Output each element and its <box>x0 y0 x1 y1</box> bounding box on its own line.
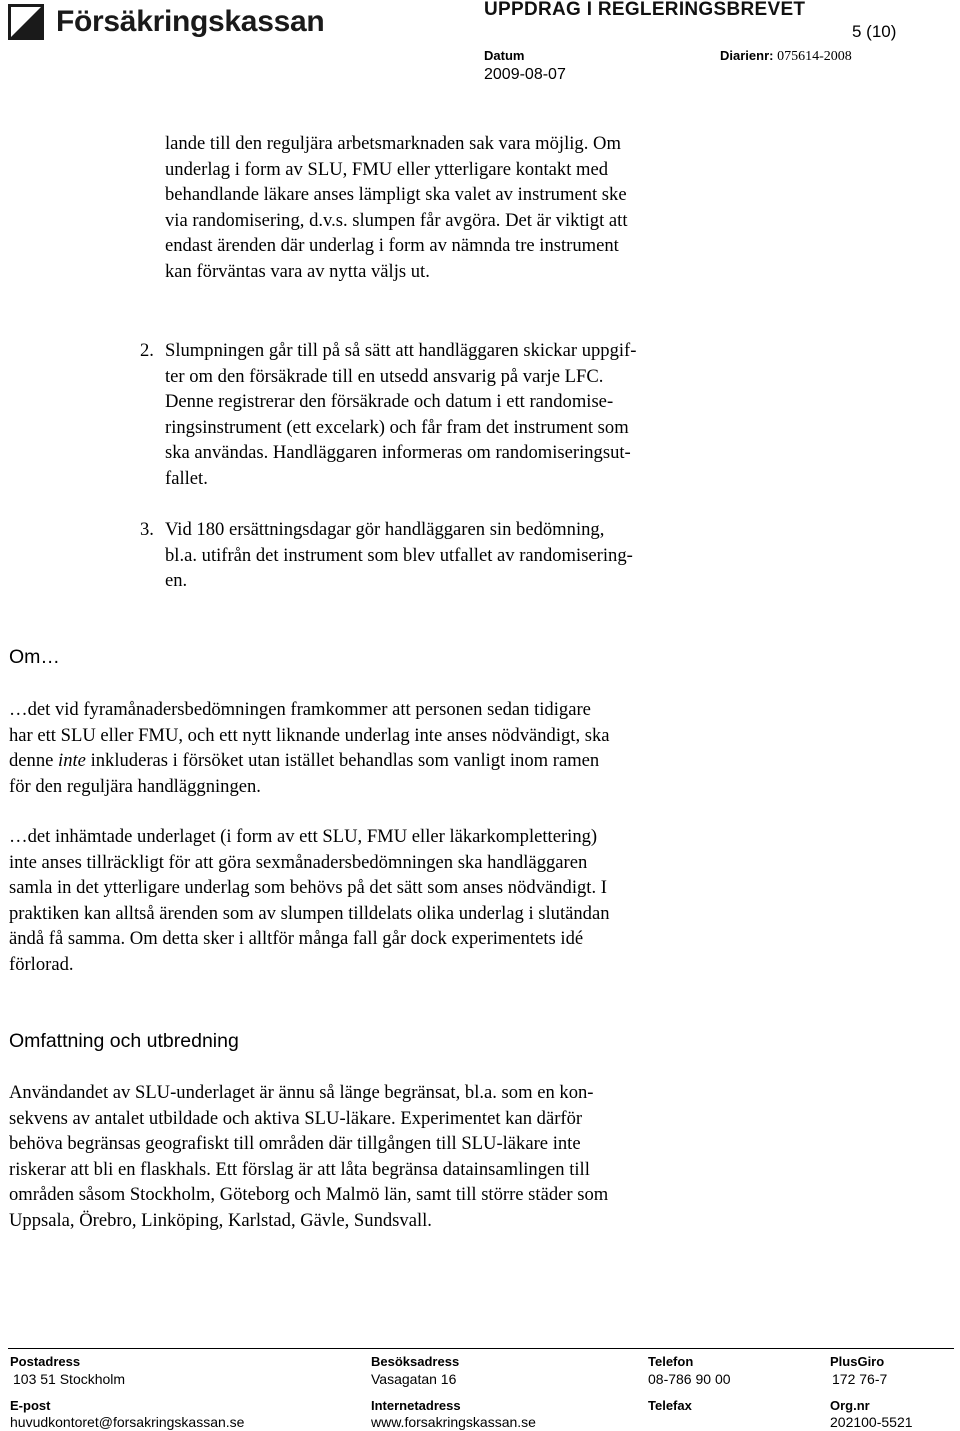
text-line: Denne registrerar den försäkrade och datum i ett randomise- <box>165 391 614 413</box>
text-line: via randomisering, d.v.s. slumpen får avgöra. Det är viktigt att <box>165 209 628 231</box>
list-item-number: 3. <box>140 519 154 540</box>
footer <box>8 1348 954 1430</box>
text-line: ändå få samma. Om detta sker i alltför många fall går dock experimentets idé <box>9 928 584 950</box>
text-line: lande till den reguljära arbetsmarknaden sak vara möjlig. Om <box>165 133 621 154</box>
date-label: Datum <box>484 48 525 63</box>
text-line <box>9 748 739 774</box>
page-number: 5 (10) <box>852 22 897 41</box>
date-value: 2009-08-07 <box>484 66 566 83</box>
intro-paragraph <box>165 131 745 285</box>
diarienr-value: 075614-2008 <box>777 49 852 64</box>
list-item-text <box>165 517 740 594</box>
diarienr <box>720 48 852 65</box>
text-line: samla in det ytterligare underlag som behövs på det sätt som anses nödvändigt. I <box>9 877 607 899</box>
logo <box>8 4 324 40</box>
text-line: en. <box>165 570 188 592</box>
text-line: sekvens av antalet utbildade och aktiva SLU-läkare. Experimentet kan därför <box>9 1107 583 1129</box>
om-heading: Om… <box>9 646 60 668</box>
logo-text: Försäkringskassan <box>56 5 325 38</box>
footer-besoksadress-label: Besöksadress <box>371 1354 460 1369</box>
text-line: ter om den försäkrade till en utsedd ansvarig på varje LFC. <box>165 365 604 387</box>
footer-telefon: 08-786 90 00 <box>648 1371 731 1387</box>
text-line: Uppsala, Örebro, Linköping, Karlstad, Gävle, Sundsvall. <box>9 1209 432 1231</box>
document-title: UPPDRAG I REGLERINGSBREVET <box>484 0 806 20</box>
text-line: endast ärenden där underlag i form av nämnda tre instrument <box>165 235 619 257</box>
text-segment: inkluderas i försöket utan istället behandlas som vanligt inom ramen <box>85 750 600 772</box>
diarienr-label: Diarienr: <box>720 48 774 63</box>
text-line: behandlande läkare anses lämpligt ska valet av instrument ske <box>165 184 627 206</box>
section-heading: Omfattning och utbredning <box>9 1030 239 1052</box>
text-line: Vid 180 ersättningsdagar gör handläggaren sin bedömning, <box>165 519 605 540</box>
list-item-text <box>165 338 740 492</box>
text-line: inte anses tillräckligt för att göra sexmånadersbedömningen ska handläggaren <box>9 851 588 873</box>
footer-internet[interactable]: www.forsakringskassan.se <box>371 1414 536 1430</box>
footer-orgnr: 202100-5521 <box>830 1414 913 1430</box>
footer-epost[interactable]: huvudkontoret@forsakringskassan.se <box>10 1414 245 1430</box>
emphasis-text: inte <box>58 750 86 772</box>
footer-epost-label: E-post <box>10 1398 51 1413</box>
footer-telefon-label: Telefon <box>648 1354 694 1369</box>
text-line: ska användas. Handläggaren informeras om randomiseringsut- <box>165 442 631 464</box>
om-paragraph-1 <box>9 697 739 799</box>
logo-mark-icon <box>8 4 44 40</box>
footer-postadress: 103 51 Stockholm <box>13 1371 126 1387</box>
list-item-number: 2. <box>140 340 154 361</box>
text-line: bl.a. utifrån det instrument som blev utfallet av randomisering- <box>165 544 633 566</box>
footer-plusgiro: 172 76-7 <box>832 1371 888 1387</box>
footer-besoksadress: Vasagatan 16 <box>371 1371 457 1387</box>
section-paragraph <box>9 1080 739 1234</box>
text-line: Slumpningen går till på så sätt att handläggaren skickar uppgif- <box>165 340 637 361</box>
om-paragraph-2 <box>9 824 739 978</box>
text-segment: denne <box>9 750 59 772</box>
text-line: …det inhämtade underlaget (i form av ett SLU, FMU eller läkarkomplettering) <box>9 826 598 847</box>
text-line: Användandet av SLU-underlaget är ännu så länge begränsat, bl.a. som en kon- <box>9 1082 594 1103</box>
text-line: underlag i form av SLU, FMU eller ytterligare kontakt med <box>165 158 609 180</box>
text-line: praktiken kan alltså ärenden som av slumpen tilldelats olika underlag i slutändan <box>9 902 610 924</box>
text-line: för den reguljära handläggningen. <box>9 775 261 797</box>
text-line: områden såsom Stockholm, Göteborg och Malmö län, samt till större städer som <box>9 1184 609 1206</box>
text-line: behöva begränsas geografiskt till områden där tillgången till SLU-läkare inte <box>9 1133 581 1155</box>
text-line: fallet. <box>165 467 208 489</box>
footer-internet-label: Internetadress <box>371 1398 461 1413</box>
text-line: riskerar att bli en flaskhals. Ett förslag är att låta begränsa datainsamlingen till <box>9 1158 590 1180</box>
text-line: har ett SLU eller FMU, och ett nytt liknande underlag inte anses nödvändigt, ska <box>9 724 610 746</box>
footer-postadress-label: Postadress <box>10 1354 81 1369</box>
text-line: …det vid fyramånadersbedömningen framkommer att personen sedan tidigare <box>9 699 591 720</box>
footer-telefax-label: Telefax <box>648 1398 692 1413</box>
text-line: förlorad. <box>9 953 74 975</box>
footer-orgnr-label: Org.nr <box>830 1398 870 1413</box>
text-line: kan förväntas vara av nytta väljs ut. <box>165 260 430 282</box>
footer-plusgiro-label: PlusGiro <box>830 1354 885 1369</box>
text-line: ringsinstrument (ett excelark) och får fram det instrument som <box>165 416 629 438</box>
